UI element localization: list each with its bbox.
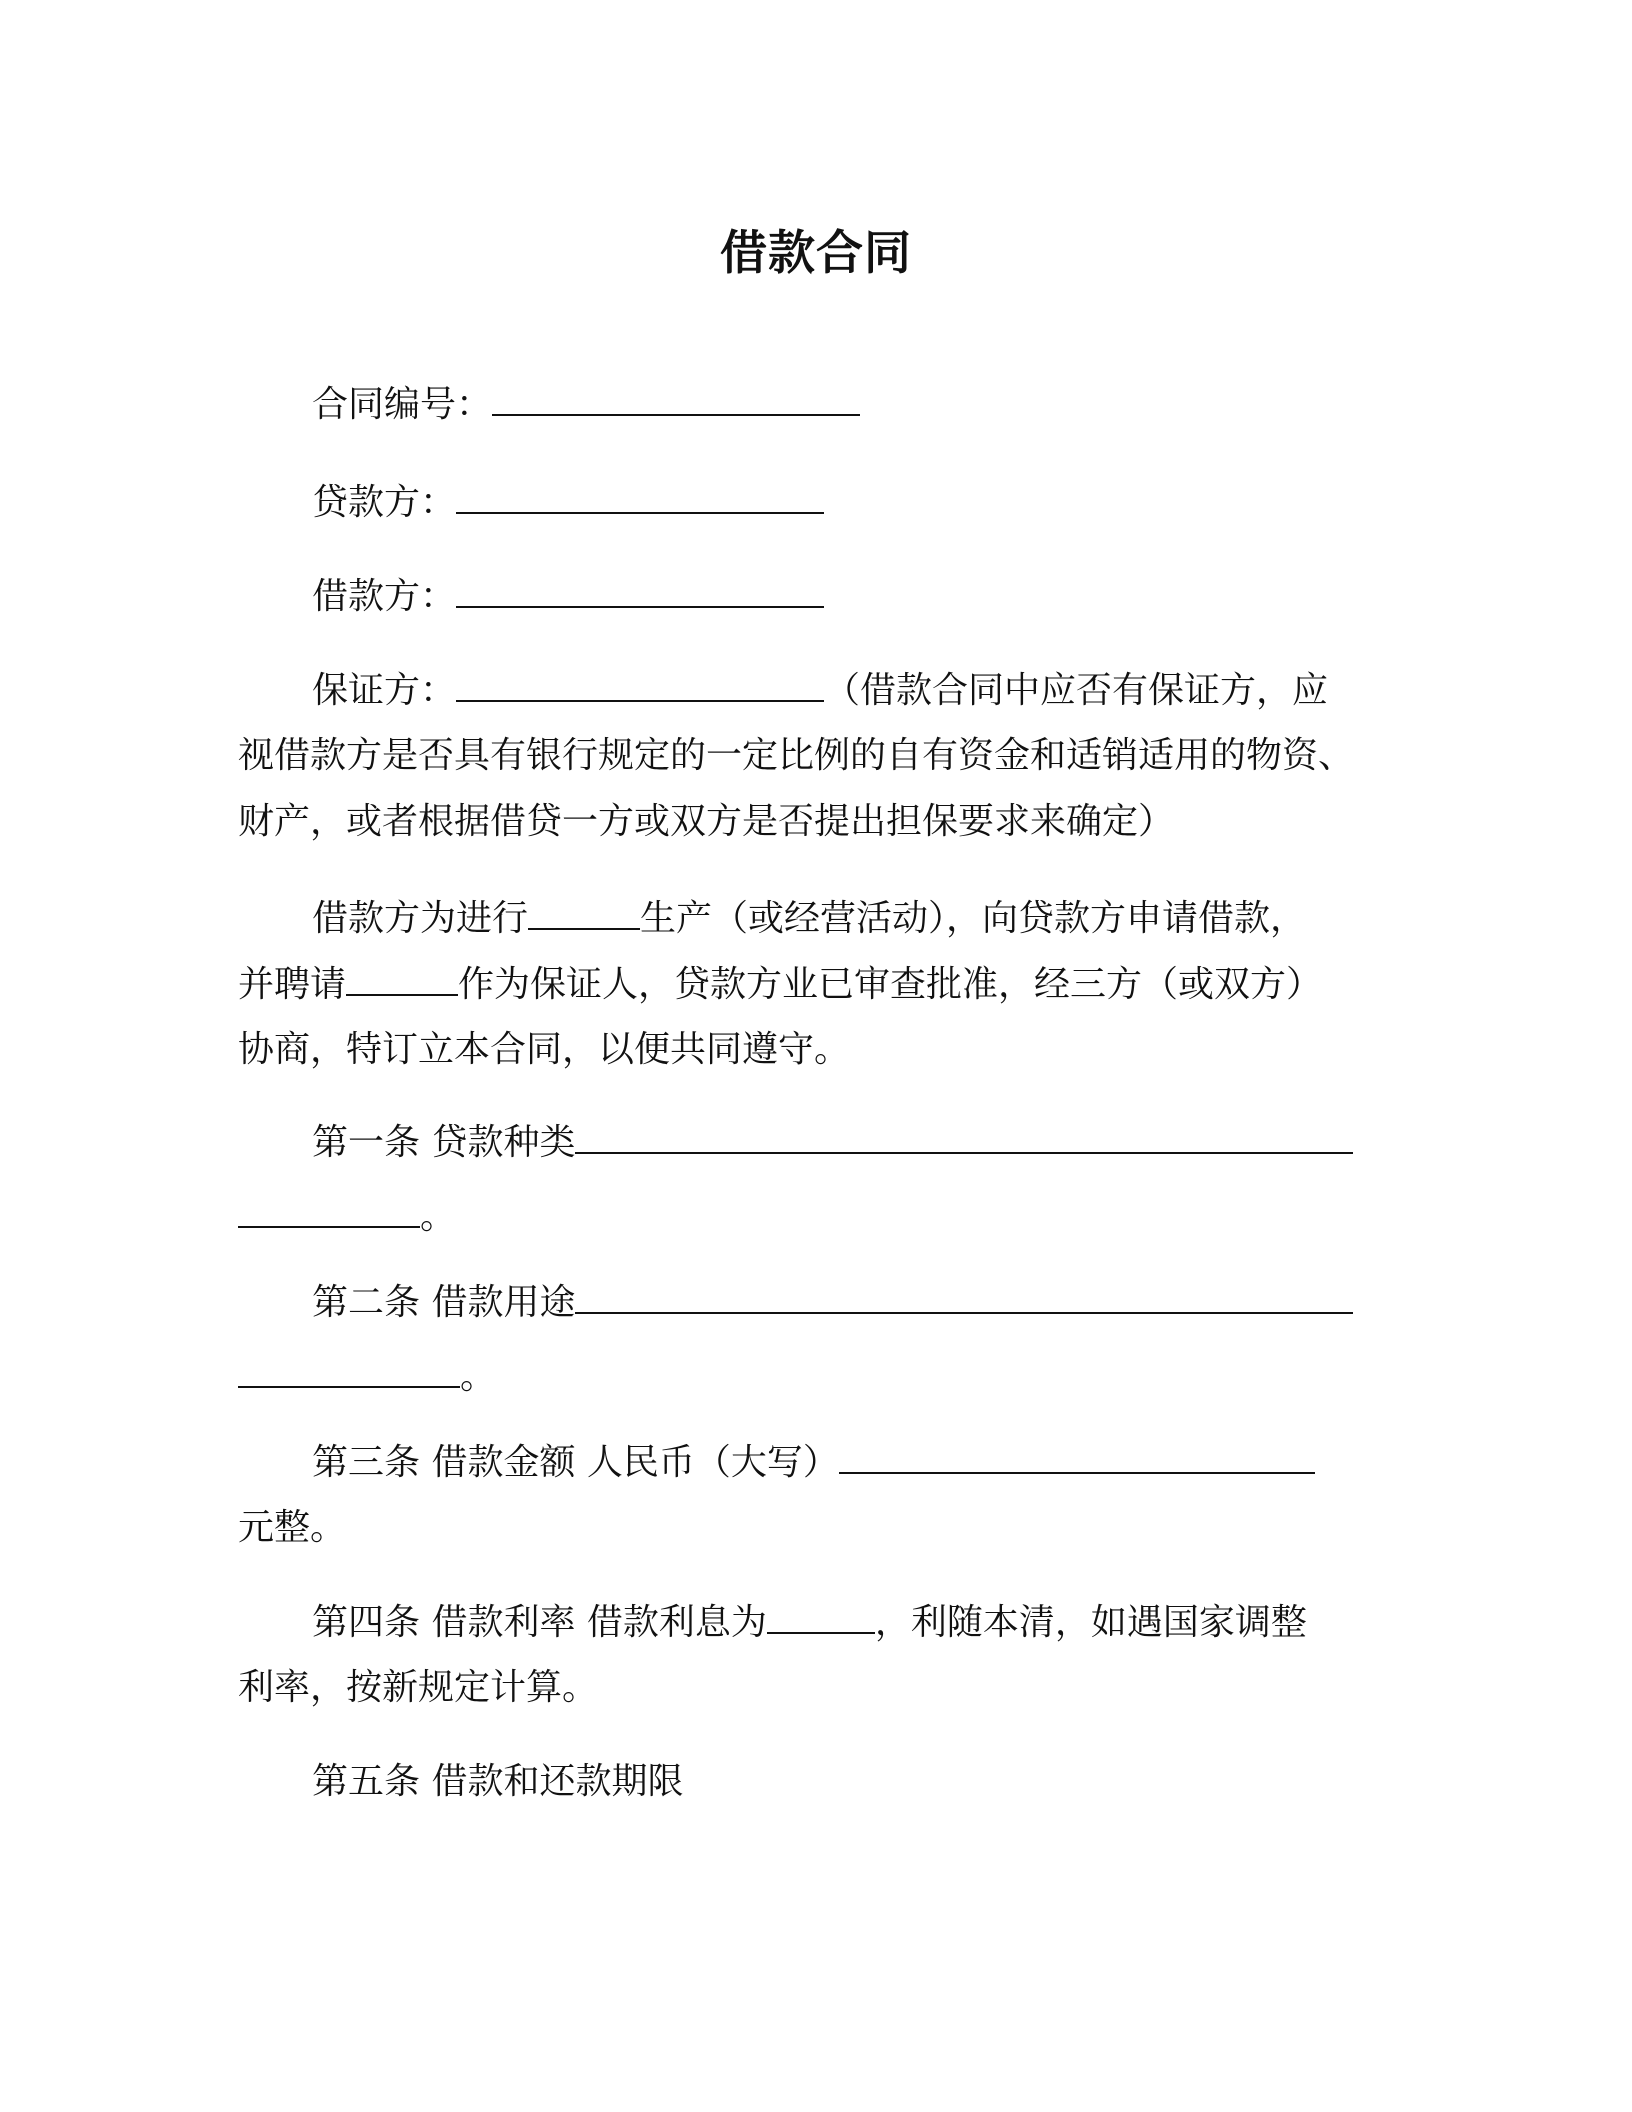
preamble-line2 [238,960,1322,1008]
borrower-row [312,572,824,620]
article-4-text: ，利随本清，如遇国家调整 [874,1602,1307,1643]
loan-type-blank-cont[interactable] [238,1192,420,1228]
contract-number-label: 合同编号： [312,384,493,425]
guarantor-name-blank[interactable] [346,960,458,996]
preamble-text: 生产（或经营活动），向贷款方申请借款， [640,898,1307,939]
article-3-end: 元整。 [238,1507,347,1548]
borrower-blank[interactable] [456,572,824,608]
loan-amount-blank[interactable] [839,1438,1315,1474]
guarantor-note-line3: 财产，或者根据借贷一方或双方是否提出担保要求来确定） [238,801,1175,842]
guarantor-blank[interactable] [456,666,824,702]
loan-purpose-blank[interactable] [575,1278,1353,1314]
article-2 [312,1278,1353,1326]
article-5: 第五条 借款和还款期限 [312,1761,684,1802]
article-2-end: 。 [460,1356,497,1397]
article-4-text: 第四条 借款利率 借款利息为 [312,1602,767,1643]
page-title: 借款合同 [720,226,912,281]
article-1 [312,1118,1353,1166]
preamble-text: 作为保证人，贷款方业已审查批准，经三方（或双方） [458,964,1323,1005]
borrower-label: 借款方： [312,576,457,617]
article-3 [312,1438,1315,1486]
interest-blank[interactable] [767,1598,875,1634]
article-2-cont [238,1352,496,1400]
lender-label: 贷款方： [312,482,457,523]
preamble-text: 借款方为进行 [312,898,529,939]
article-3-label: 第三条 借款金额 人民币（大写） [312,1442,839,1483]
article-1-cont [238,1192,456,1240]
contract-number-blank[interactable] [492,380,860,416]
lender-row [312,478,824,526]
article-4 [312,1598,1307,1646]
guarantor-note-line1: （借款合同中应否有保证方，应 [824,670,1329,711]
loan-purpose-blank-cont[interactable] [238,1352,460,1388]
preamble-text: 并聘请 [238,964,347,1005]
lender-blank[interactable] [456,478,824,514]
article-1-label: 第一条 贷款种类 [312,1122,576,1163]
article-2-label: 第二条 借款用途 [312,1282,576,1323]
contract-number-row [312,380,860,428]
guarantor-row [312,666,1328,714]
preamble-line1 [312,894,1306,942]
preamble-line3: 协商，特订立本合同，以便共同遵守。 [238,1029,851,1070]
guarantor-label: 保证方： [312,670,457,711]
loan-type-blank[interactable] [575,1118,1353,1154]
guarantor-note-line2: 视借款方是否具有银行规定的一定比例的自有资金和适销适用的物资、 [238,735,1355,776]
article-1-end: 。 [420,1196,457,1237]
article-4-cont: 利率，按新规定计算。 [238,1667,599,1708]
production-blank[interactable] [528,894,640,930]
